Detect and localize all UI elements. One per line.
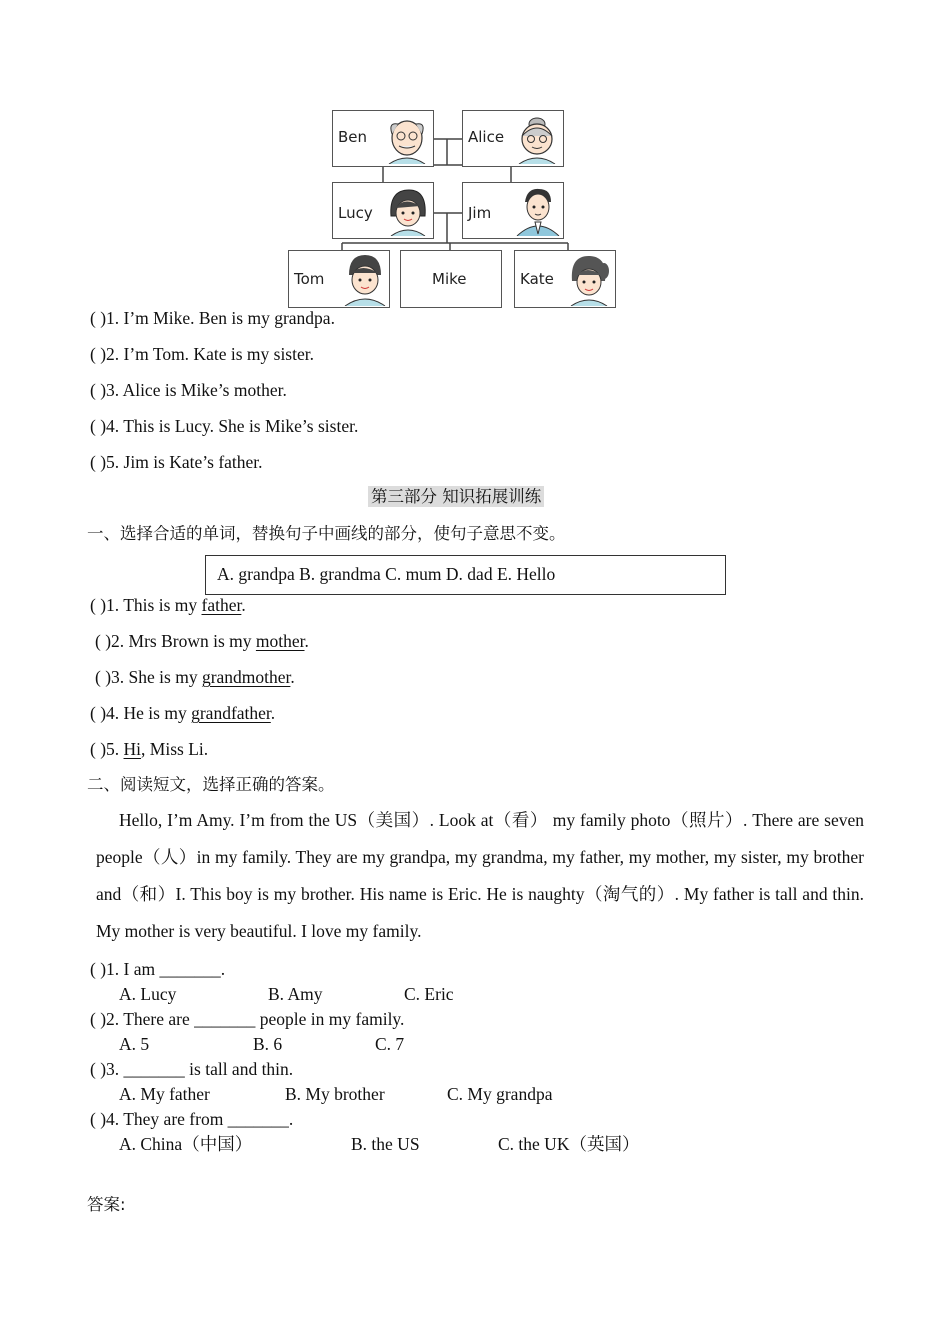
item-text: 4. He is my xyxy=(106,703,192,723)
name-tom: Tom xyxy=(294,270,325,288)
item-text: 1. I’m Mike. Ben is my grandpa. xyxy=(106,308,335,328)
answer-paren[interactable]: ( ) xyxy=(90,1059,107,1079)
tree-card-tom xyxy=(288,250,390,308)
option-b[interactable]: B. My brother xyxy=(285,1084,385,1104)
section-title-text: 第三部分 知识拓展训练 xyxy=(368,486,544,507)
mother-portrait-icon xyxy=(383,186,431,236)
item-text: 3. Alice is Mike’s mother. xyxy=(106,380,287,400)
tom-portrait-icon xyxy=(339,253,387,306)
tree-card-lucy xyxy=(332,182,434,239)
q2-heading: 二、阅读短文，选择正确的答案。 xyxy=(87,775,335,794)
answer-paren[interactable]: ( ) xyxy=(90,595,107,615)
answer-paren[interactable]: ( ) xyxy=(90,703,107,723)
item-text: . xyxy=(270,703,276,723)
part2-item-4 xyxy=(90,415,358,437)
answer-paren[interactable]: ( ) xyxy=(90,308,107,328)
answer-paren[interactable]: ( ) xyxy=(90,416,107,436)
question-stem: 2. There are _______ people in my family. xyxy=(106,1009,405,1029)
answers-label: 答案: xyxy=(87,1195,126,1214)
word-options: A. grandpa B. grandma C. mum D. dad E. Hello xyxy=(217,564,556,584)
name-ben: Ben xyxy=(338,128,368,146)
answer-paren[interactable]: ( ) xyxy=(90,344,107,364)
option-b[interactable]: B. Amy xyxy=(268,984,323,1004)
q1-item-3 xyxy=(95,666,295,688)
part2-item-5 xyxy=(90,451,263,473)
section-title xyxy=(368,486,544,508)
underlined-word: father xyxy=(201,595,242,615)
q1-item-2 xyxy=(95,630,309,652)
q2-question-1 xyxy=(90,958,225,980)
option-c[interactable]: C. My grandpa xyxy=(447,1084,553,1104)
kate-portrait-icon xyxy=(563,253,613,306)
underlined-word: Hi xyxy=(123,739,142,759)
word-options-box xyxy=(205,555,726,595)
q1-item-1 xyxy=(90,594,246,616)
underlined-word: mother xyxy=(255,631,305,651)
q2-question-4 xyxy=(90,1108,293,1130)
q1-item-4 xyxy=(90,702,275,724)
answer-paren[interactable]: ( ) xyxy=(90,380,107,400)
part2-item-1 xyxy=(90,307,335,329)
father-portrait-icon xyxy=(513,186,561,236)
answer-paren[interactable]: ( ) xyxy=(95,631,112,651)
item-text: 5. Jim is Kate’s father. xyxy=(106,452,263,472)
option-b[interactable]: B. the US xyxy=(351,1134,420,1154)
item-text: 4. This is Lucy. She is Mike’s sister. xyxy=(106,416,359,436)
question-stem: 3. _______ is tall and thin. xyxy=(106,1059,294,1079)
question-stem: 1. I am _______. xyxy=(106,959,226,979)
item-text: . xyxy=(290,667,295,687)
answer-paren[interactable]: ( ) xyxy=(90,1109,107,1129)
option-b[interactable]: B. 6 xyxy=(253,1034,283,1054)
option-c[interactable]: C. 7 xyxy=(375,1034,405,1054)
tree-card-jim xyxy=(462,182,564,239)
item-text: 2. I’m Tom. Kate is my sister. xyxy=(106,344,314,364)
item-text: . xyxy=(241,595,246,615)
underlined-word: grandmother xyxy=(201,667,291,687)
answer-paren[interactable]: ( ) xyxy=(90,1009,107,1029)
name-kate: Kate xyxy=(520,270,554,288)
q2-question-3 xyxy=(90,1058,293,1080)
option-a[interactable]: A. China（中国） xyxy=(119,1134,253,1154)
item-text: 3. She is my xyxy=(111,667,202,687)
option-a[interactable]: A. 5 xyxy=(119,1034,150,1054)
tree-card-mike xyxy=(400,250,502,308)
name-mike: Mike xyxy=(432,270,467,288)
q1-item-5 xyxy=(90,738,208,760)
name-jim: Jim xyxy=(468,204,492,222)
question-stem: 4. They are from _______. xyxy=(106,1109,294,1129)
name-lucy: Lucy xyxy=(338,204,373,222)
answer-paren[interactable]: ( ) xyxy=(90,452,107,472)
answer-paren[interactable]: ( ) xyxy=(95,667,112,687)
reading-passage: Hello, I’m Amy. I’m from the US（美国）. Look at（看） my family photo（照片）. There are seven people（人）in my family. They are my grandpa, my grandma, my father, my mother, my sister, my brother and（和）I. This boy is my brother. His name is Eric. He is naughty（淘气的）. My father is tall and thin. My mother is very beautiful. I love my family. xyxy=(96,810,864,941)
underlined-word: grandfather xyxy=(191,703,271,723)
item-text: , Miss Li. xyxy=(141,739,209,759)
grandpa-portrait-icon xyxy=(383,114,431,164)
tree-card-kate xyxy=(514,250,616,308)
option-c[interactable]: C. Eric xyxy=(404,984,454,1004)
q1-heading: 一、选择合适的单词，替换句子中画线的部分，使句子意思不变。 xyxy=(87,524,566,543)
answer-paren[interactable]: ( ) xyxy=(90,739,107,759)
item-text: 1. This is my xyxy=(106,595,202,615)
grandma-portrait-icon xyxy=(513,114,561,164)
item-text: 2. Mrs Brown is my xyxy=(111,631,256,651)
name-alice: Alice xyxy=(468,128,505,146)
tree-card-alice xyxy=(462,110,564,167)
item-text: . xyxy=(304,631,309,651)
part2-item-3 xyxy=(90,379,287,401)
answer-paren[interactable]: ( ) xyxy=(90,959,107,979)
tree-card-ben xyxy=(332,110,434,167)
option-a[interactable]: A. Lucy xyxy=(119,984,177,1004)
part2-item-2 xyxy=(90,343,314,365)
option-c[interactable]: C. the UK（英国） xyxy=(498,1134,640,1154)
option-a[interactable]: A. My father xyxy=(119,1084,210,1104)
q2-question-2 xyxy=(90,1008,404,1030)
item-text: 5. xyxy=(106,739,124,759)
